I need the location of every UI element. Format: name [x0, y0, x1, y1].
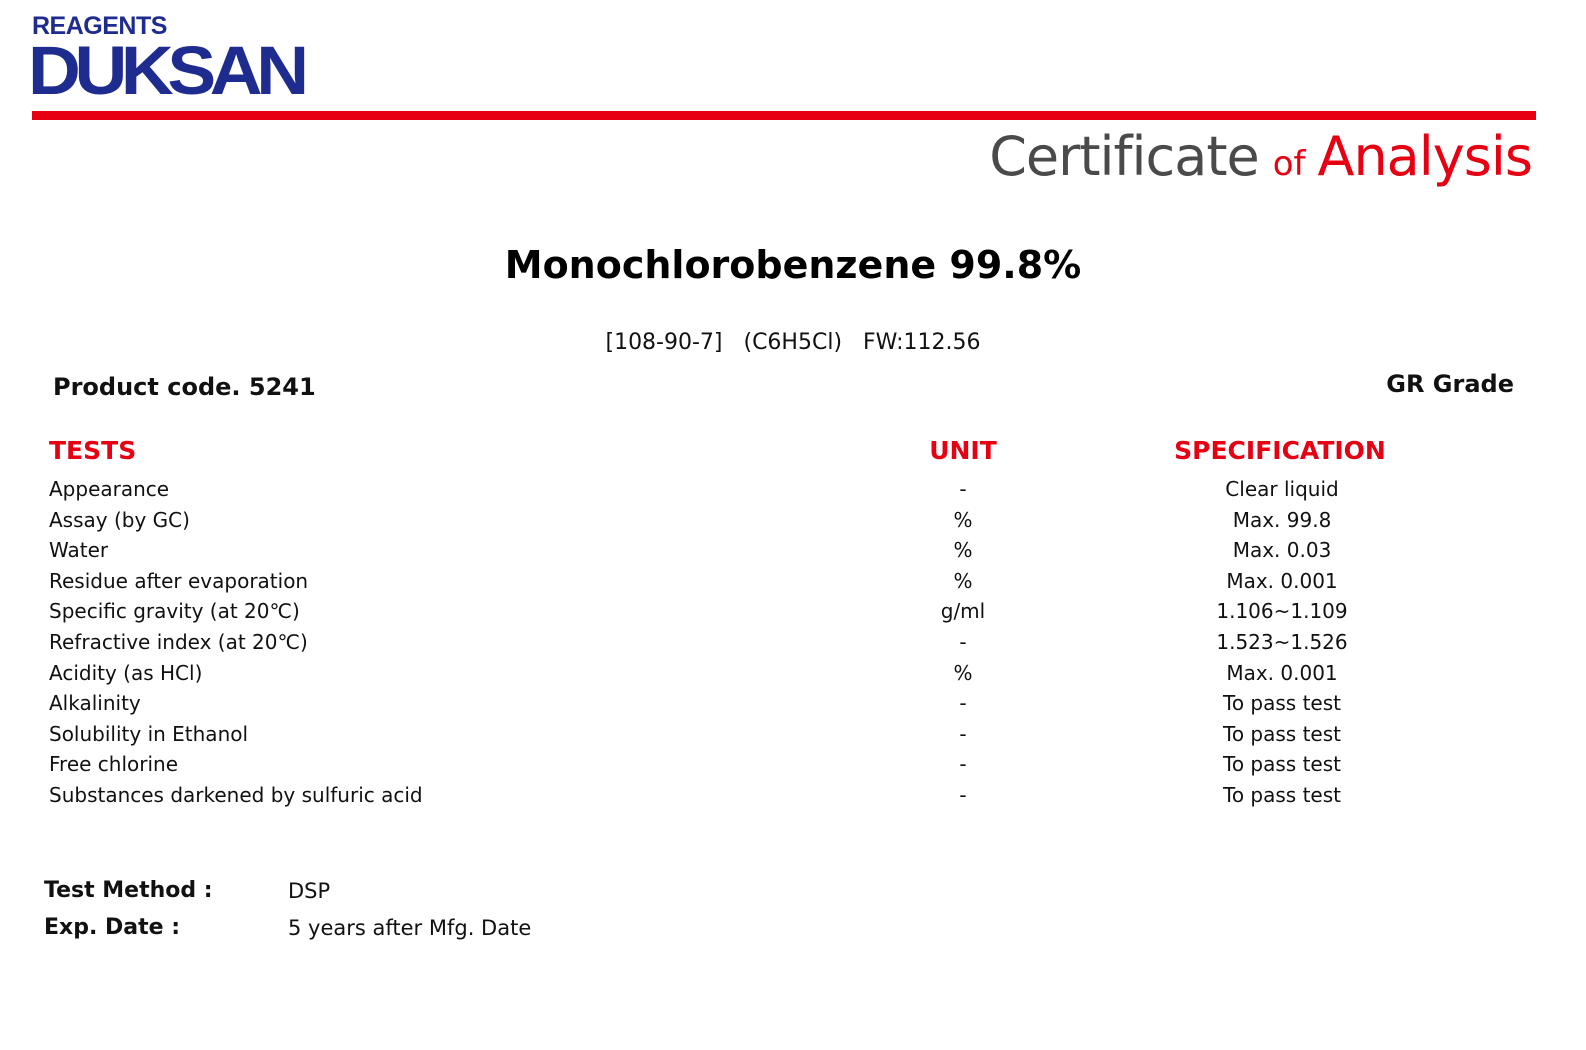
test-name: Water [49, 538, 109, 563]
test-unit: % [953, 538, 973, 563]
table-row [0, 688, 1586, 719]
test-name: Specific gravity (at 20℃) [49, 599, 300, 624]
test-name: Assay (by GC) [49, 507, 190, 532]
heading-word-of: of [1272, 144, 1306, 184]
product-title: Monochlorobenzene 99.8% [504, 243, 1082, 287]
test-specification: To pass test [1223, 752, 1341, 777]
test-specification: To pass test [1223, 721, 1341, 746]
test-unit: - [959, 721, 967, 746]
test-method-label: Test Method : [44, 878, 213, 903]
test-specification: 1.523~1.526 [1216, 629, 1348, 654]
table-row [0, 719, 1586, 750]
column-header-unit: UNIT [929, 436, 997, 465]
test-unit: % [953, 568, 973, 593]
test-unit: % [953, 507, 973, 532]
test-unit: - [959, 782, 967, 807]
test-specification: Max. 0.03 [1232, 538, 1332, 563]
test-name: Residue after evaporation [49, 568, 309, 593]
table-row [0, 566, 1586, 597]
table-row [0, 535, 1586, 566]
product-code: Product code. 5241 [53, 373, 316, 401]
table-row [0, 474, 1586, 505]
product-grade: GR Grade [1386, 370, 1514, 398]
test-unit: g/ml [940, 599, 986, 624]
test-name: Substances darkened by sulfuric acid [49, 782, 423, 807]
test-name: Acidity (as HCl) [49, 660, 203, 685]
test-name: Appearance [49, 477, 170, 501]
table-row [0, 627, 1586, 658]
exp-date-label: Exp. Date : [44, 915, 180, 940]
test-specification: Clear liquid [1225, 477, 1339, 501]
table-row [0, 505, 1586, 536]
test-name: Free chlorine [49, 752, 179, 777]
column-header-tests: TESTS [49, 436, 137, 465]
product-identifiers: [108-90-7] (C6H5Cl) FW:112.56 [605, 330, 981, 355]
table-row [0, 749, 1586, 780]
tests-table [0, 474, 1586, 811]
test-name: Solubility in Ethanol [49, 721, 249, 746]
test-specification: To pass test [1223, 691, 1341, 716]
logo-reagents-text: REAGENTS [32, 12, 167, 40]
test-specification: Max. 99.8 [1232, 507, 1332, 532]
test-unit: % [953, 660, 973, 685]
column-header-specification: SPECIFICATION [1174, 436, 1386, 465]
header-divider [32, 111, 1536, 120]
test-unit: - [959, 477, 967, 501]
test-unit: - [959, 629, 967, 654]
test-specification: To pass test [1223, 782, 1341, 807]
table-row [0, 780, 1586, 811]
certificate-heading [989, 122, 1532, 205]
heading-word-analysis: Analysis [1317, 125, 1532, 188]
test-name: Alkalinity [49, 691, 141, 716]
exp-date-value: 5 years after Mfg. Date [288, 916, 532, 940]
test-specification: 1.106~1.109 [1216, 599, 1348, 624]
logo-duksan-text: DUKSAN [28, 32, 303, 109]
test-specification: Max. 0.001 [1226, 568, 1338, 593]
table-row [0, 658, 1586, 689]
test-specification: Max. 0.001 [1226, 660, 1338, 685]
test-method-value: DSP [288, 879, 331, 903]
test-name: Refractive index (at 20℃) [49, 629, 308, 654]
heading-word-certificate: Certificate [989, 125, 1259, 188]
table-row [0, 596, 1586, 627]
test-unit: - [959, 691, 967, 716]
test-unit: - [959, 752, 967, 777]
